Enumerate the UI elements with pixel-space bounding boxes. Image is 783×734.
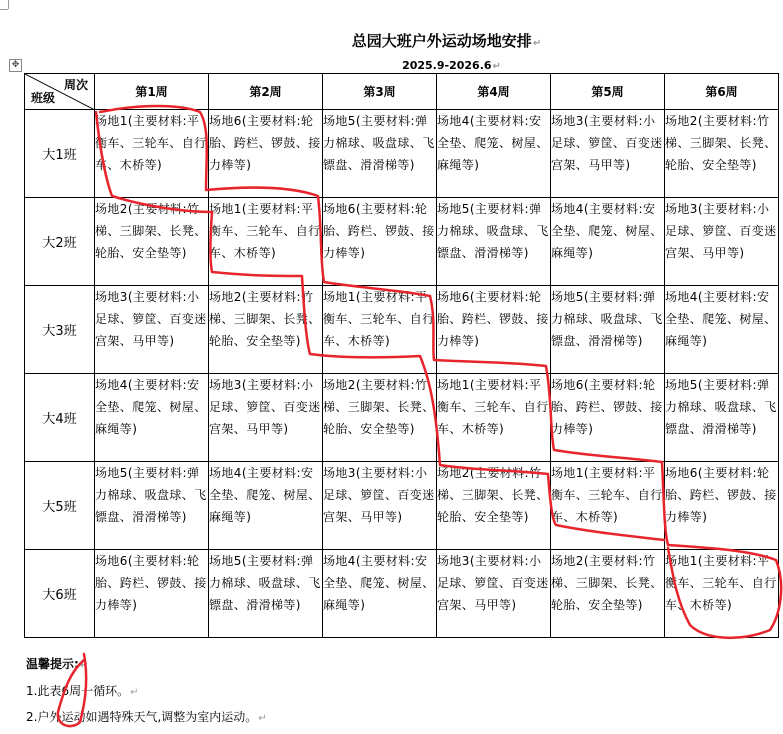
table-cell: 场地1(主要材料:平衡车、三轮车、自行车、木桥等): [95, 110, 209, 198]
week-header: 第2周: [209, 74, 323, 110]
table-cell: 场地6(主要材料:轮胎、跨栏、锣鼓、接力棒等): [209, 110, 323, 198]
table-cell: 场地2(主要材料:竹梯、三脚架、长凳、轮胎、安全垫等): [437, 462, 551, 550]
table-cell: 场地2(主要材料:竹梯、三脚架、长凳、轮胎、安全垫等): [551, 550, 665, 638]
table-cell: 场地2(主要材料:竹梯、三脚架、长凳、轮胎、安全垫等): [665, 110, 779, 198]
table-cell: 场地1(主要材料:平衡车、三轮车、自行车、木桥等): [665, 550, 779, 638]
table-cell: 场地5(主要材料:弹力棉球、吸盘球、飞镖盘、滑滑梯等): [323, 110, 437, 198]
corner-week-label: 周次: [63, 78, 88, 92]
table-cell: 场地6(主要材料:轮胎、跨栏、锣鼓、接力棒等): [551, 374, 665, 462]
table-cell: 场地5(主要材料:弹力棉球、吸盘球、飞镖盘、滑滑梯等): [665, 374, 779, 462]
table-cell: 场地5(主要材料:弹力棉球、吸盘球、飞镖盘、滑滑梯等): [95, 462, 209, 550]
table-cell: 场地5(主要材料:弹力棉球、吸盘球、飞镖盘、滑滑梯等): [551, 286, 665, 374]
paragraph-mark-icon: ↵: [492, 61, 501, 72]
table-cell: 场地3(主要材料:小足球、箩筐、百变迷宫架、马甲等): [323, 462, 437, 550]
table-row: [25, 374, 779, 462]
table-row: [25, 110, 779, 198]
week-header: 第1周: [95, 74, 209, 110]
notes-heading: 温馨提示:↵: [26, 657, 89, 671]
table-cell: 场地1(主要材料:平衡车、三轮车、自行车、木桥等): [437, 374, 551, 462]
paragraph-mark-icon: ↵: [532, 38, 542, 49]
crop-mark-top-left: [0, 9, 8, 10]
table-cell: 场地3(主要材料:小足球、箩筐、百变迷宫架、马甲等): [95, 286, 209, 374]
paragraph-mark-icon: ↵: [79, 660, 89, 671]
crop-mark-top-left-v: [8, 0, 9, 9]
corner-class-label: 班级: [31, 91, 56, 105]
table-cell: 场地3(主要材料:小足球、箩筐、百变迷宫架、马甲等): [665, 198, 779, 286]
week-header: 第4周: [437, 74, 551, 110]
class-label: 大3班: [25, 286, 95, 374]
table-cell: 场地4(主要材料:安全垫、爬笼、树屋、麻绳等): [209, 462, 323, 550]
document-title: 总园大班户外运动场地安排↵: [351, 32, 542, 50]
week-header: 第5周: [551, 74, 665, 110]
class-label: 大6班: [25, 550, 95, 638]
table-cell: 场地2(主要材料:竹梯、三脚架、长凳、轮胎、安全垫等): [95, 198, 209, 286]
table-row: [25, 198, 779, 286]
schedule-table: [24, 73, 779, 638]
table-cell: 场地4(主要材料:安全垫、爬笼、树屋、麻绳等): [437, 110, 551, 198]
table-cell: 场地5(主要材料:弹力棉球、吸盘球、飞镖盘、滑滑梯等): [209, 550, 323, 638]
table-cell: 场地4(主要材料:安全垫、爬笼、树屋、麻绳等): [95, 374, 209, 462]
class-label: 大2班: [25, 198, 95, 286]
class-label: 大4班: [25, 374, 95, 462]
table-cell: 场地6(主要材料:轮胎、跨栏、锣鼓、接力棒等): [323, 198, 437, 286]
table-cell: 场地6(主要材料:轮胎、跨栏、锣鼓、接力棒等): [437, 286, 551, 374]
paragraph-mark-icon: ↵: [258, 713, 267, 724]
table-cell: 场地3(主要材料:小足球、箩筐、百变迷宫架、马甲等): [551, 110, 665, 198]
table-cell: 场地3(主要材料:小足球、箩筐、百变迷宫架、马甲等): [209, 374, 323, 462]
document-subtitle: 2025.9-2026.6↵: [402, 59, 501, 72]
table-cell: 场地4(主要材料:安全垫、爬笼、树屋、麻绳等): [551, 198, 665, 286]
table-cell: 场地4(主要材料:安全垫、爬笼、树屋、麻绳等): [665, 286, 779, 374]
class-label: 大1班: [25, 110, 95, 198]
class-label: 大5班: [25, 462, 95, 550]
paragraph-mark-icon: ↵: [130, 687, 139, 698]
table-cell: 场地6(主要材料:轮胎、跨栏、锣鼓、接力棒等): [665, 462, 779, 550]
table-cell: 场地4(主要材料:安全垫、爬笼、树屋、麻绳等): [323, 550, 437, 638]
note-item: 2.户外运动如遇特殊天气,调整为室内运动。↵: [26, 710, 267, 724]
table-cell: 场地2(主要材料:竹梯、三脚架、长凳、轮胎、安全垫等): [209, 286, 323, 374]
header-row: [25, 74, 779, 110]
week-header: 第3周: [323, 74, 437, 110]
table-row: [25, 286, 779, 374]
corner-header: [25, 74, 95, 110]
table-cell: 场地2(主要材料:竹梯、三脚架、长凳、轮胎、安全垫等): [323, 374, 437, 462]
table-cell: 场地3(主要材料:小足球、箩筐、百变迷宫架、马甲等): [437, 550, 551, 638]
week-header: 第6周: [665, 74, 779, 110]
table-cell: 场地6(主要材料:轮胎、跨栏、锣鼓、接力棒等): [95, 550, 209, 638]
note-item: 1.此表6周一循环。↵: [26, 684, 139, 698]
table-cell: 场地1(主要材料:平衡车、三轮车、自行车、木桥等): [209, 198, 323, 286]
table-cell: 场地1(主要材料:平衡车、三轮车、自行车、木桥等): [551, 462, 665, 550]
move-anchor-icon[interactable]: ✥: [9, 59, 22, 72]
table-row: [25, 462, 779, 550]
table-cell: 场地5(主要材料:弹力棉球、吸盘球、飞镖盘、滑滑梯等): [437, 198, 551, 286]
table-cell: 场地1(主要材料:平衡车、三轮车、自行车、木桥等): [323, 286, 437, 374]
table-row: [25, 550, 779, 638]
